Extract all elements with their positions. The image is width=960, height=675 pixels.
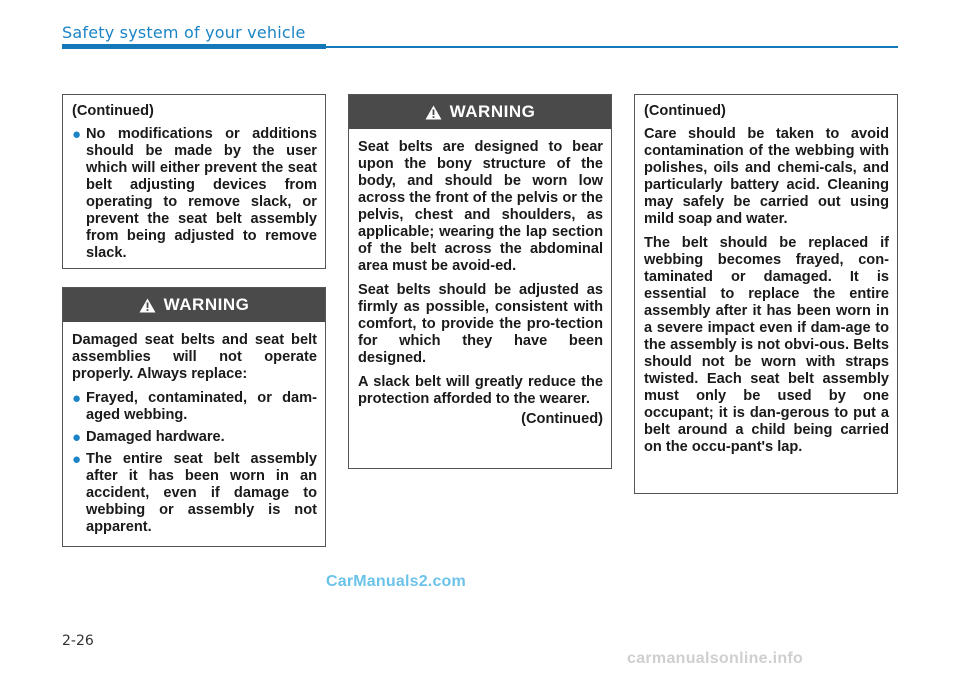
warning-header (63, 288, 325, 322)
section-title: Safety system of your vehicle (62, 23, 306, 42)
continued-heading: (Continued) (644, 103, 726, 119)
page-number: 2-26 (62, 633, 94, 649)
body-paragraph: The belt should be replaced if webbing becomes frayed, con-taminated or damaged. It is essential to replace the entire assembly after it has been worn in a severe impact even if dam-age to the assembly is not obvi-ous. Belts should not be worn with straps twisted. Each seat belt assembly must only be used by one occupant; it is dan-gerous to put a belt around a child being carried on the occu-pant's lap. (644, 235, 889, 455)
list-item (72, 451, 317, 536)
list-item (72, 429, 317, 446)
watermark-link[interactable]: CarManuals2.com (326, 573, 466, 590)
continued-heading: (Continued) (72, 103, 154, 119)
body-paragraph: Care should be taken to avoid contamination of the webbing with polishes, oils and chemi-cals, and particularly battery acid. Cleaning may safely be carried out using mild soap and water. (644, 126, 889, 227)
warning-paragraph: Seat belts should be adjusted as firmly as possible, consistent with comfort, to provide the pro-tection for which they have been designed. (358, 282, 603, 366)
footer-site-watermark: carmanualsonline.info (627, 650, 804, 667)
warning-paragraph: Seat belts are designed to bear upon the bony structure of the body, and should be worn low across the front of the pelvis or the pelvis, chest and shoulders, as applicable; wearing the lap section of the belt across the abdominal area must be avoid-ed. (358, 139, 603, 274)
right-continued-box (634, 94, 898, 494)
bullet-dot-icon: ● (72, 390, 82, 407)
warning-triangle-icon (425, 105, 442, 120)
warning-label: WARNING (449, 102, 536, 121)
warning-triangle-icon (139, 298, 156, 313)
list-item (72, 390, 317, 424)
bullet-text: Frayed, contaminated, or dam-aged webbing. (86, 390, 317, 423)
left-continued-box (62, 94, 326, 269)
continued-label: (Continued) (521, 411, 603, 427)
list-item (72, 126, 317, 262)
bullet-text: The entire seat belt assembly after it has been worn in an accident, even if damage to webbing or assembly is not apparent. (86, 451, 317, 535)
title-underline-thin (326, 46, 898, 48)
bullet-dot-icon: ● (72, 126, 82, 143)
warning-label: WARNING (163, 295, 250, 314)
bullet-text: No modifications or additions should be made by the user which will either prevent the seat belt adjusting devices from operating to remove slack, or prevent the seat belt assembly from being adjusted to remove slack. (86, 126, 317, 261)
bullet-list (72, 390, 317, 536)
middle-warning-box (348, 94, 612, 469)
warning-paragraph: A slack belt will greatly reduce the protection afforded to the wearer. (358, 374, 603, 407)
bullet-text: Damaged hardware. (86, 429, 225, 445)
bullet-dot-icon: ● (72, 429, 82, 446)
left-warning-box (62, 287, 326, 547)
title-underline-thick (62, 44, 326, 49)
bullet-list (72, 126, 317, 262)
warning-intro: Damaged seat belts and seat belt assemblies will not operate properly. Always replace: (72, 332, 317, 382)
warning-header (349, 95, 611, 129)
bullet-dot-icon: ● (72, 451, 82, 468)
